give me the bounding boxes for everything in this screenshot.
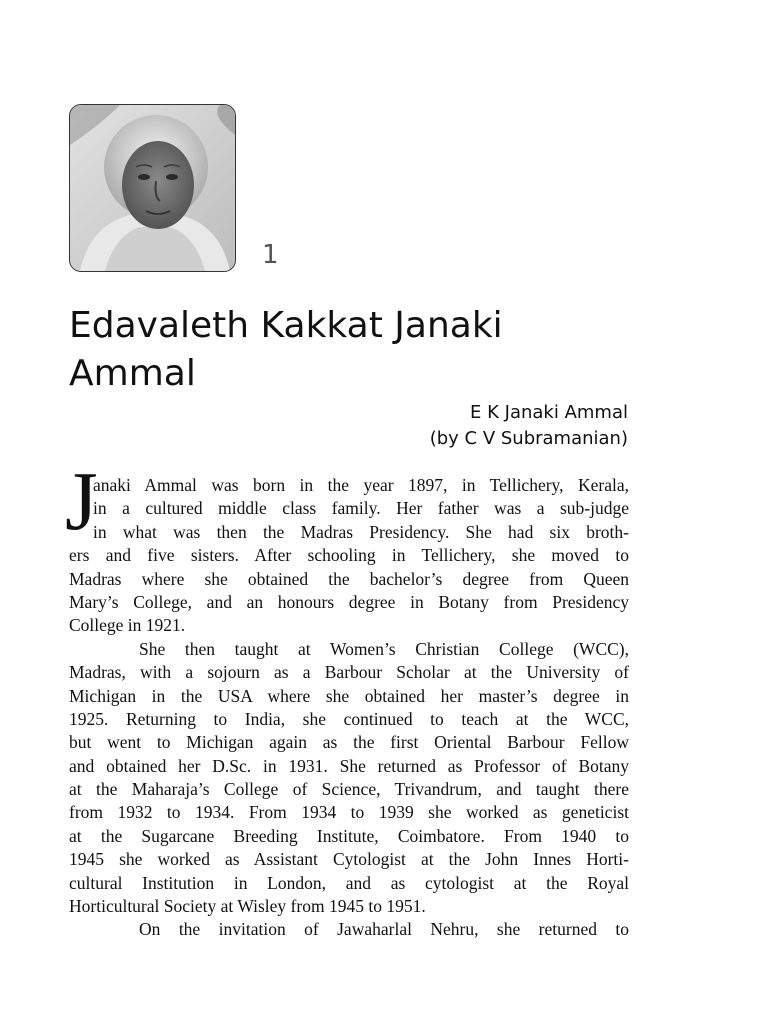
chapter-title-line: Ammal [69,353,196,394]
body-line: at the Sugarcane Breeding Institute, Coimbatore. From 1940 to [69,825,629,846]
body-line: cultural Institution in London, and as cytologist at the Royal [69,872,629,893]
body-line: at the Maharaja’s College of Science, Trivandrum, and taught there [69,779,629,800]
byline [430,400,628,452]
body-line: anaki Ammal was born in the year 1897, in Tellichery, Kerala, [93,475,629,495]
body-line: 1925. Returning to India, she continued to teach at the WCC, [69,708,629,729]
body-line: in what was then the Madras Presidency. She had six broth- [93,521,629,542]
body-line: Horticultural Society at Wisley from 1945 to 1951. [69,896,426,917]
body-line: Michigan in the USA where she obtained her master’s degree in [69,685,629,706]
body-line: from 1932 to 1934. From 1934 to 1939 she worked as geneticist [69,802,629,823]
chapter-number: 1 [262,240,279,270]
chapter-title-line: Edavaleth Kakkat Janaki [69,305,503,346]
body-line: She then taught at Women’s Christian College (WCC), [139,638,629,659]
body-line: in a cultured middle class family. Her father was a sub-judge [93,498,629,519]
body-line: and obtained her D.Sc. in 1931. She returned as Professor of Botany [69,755,629,776]
body-line: On the invitation of Jawaharlal Nehru, she returned to [139,919,629,940]
chapter-title [69,302,689,398]
author-credit: (by C V Subramanian) [429,428,628,449]
subject-name: E K Janaki Ammal [470,402,628,423]
body-line: 1945 she worked as Assistant Cytologist at the John Innes Horti- [69,849,629,870]
body-line: Mary’s College, and an honours degree in Botany from Presidency [69,591,629,612]
article-body [65,455,629,942]
body-line: College in 1921. [69,615,186,636]
body-line: Madras where she obtained the bachelor’s degree from Queen [69,568,629,589]
body-line: ers and five sisters. After schooling in Tellichery, she moved to [69,545,629,566]
portrait-photo [69,104,236,272]
drop-cap: J [65,455,98,548]
body-line: but went to Michigan again as the first Oriental Barbour Fellow [69,732,629,753]
body-line: Madras, with a sojourn as a Barbour Scholar at the University of [69,662,629,683]
